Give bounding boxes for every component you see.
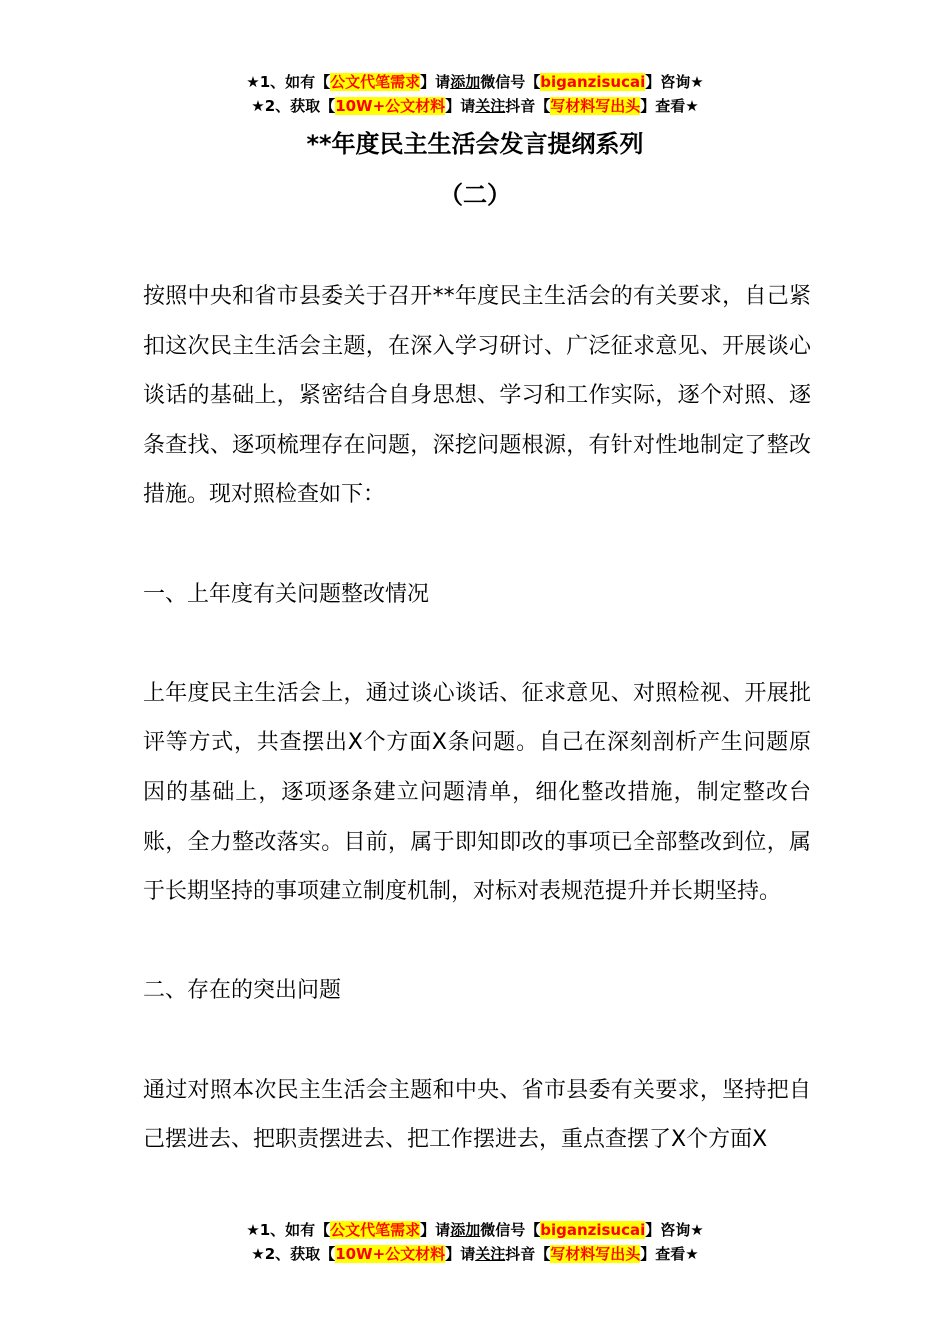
promo-line-1 bbox=[0, 1218, 950, 1242]
promo-text: 】请 bbox=[445, 1245, 476, 1263]
promo-text: ★1、如有【 bbox=[246, 73, 331, 91]
promo-text: 抖音【 bbox=[505, 97, 551, 115]
promo-highlight: biganzisucai bbox=[540, 73, 646, 91]
document-body bbox=[143, 272, 811, 1165]
promo-underline: 关注 bbox=[475, 97, 506, 115]
promo-text: 抖音【 bbox=[505, 1245, 551, 1263]
promo-text: ★2、获取【 bbox=[251, 1245, 336, 1263]
promo-highlight: 10W+公文材料 bbox=[335, 97, 446, 115]
promo-text: 微信号【 bbox=[480, 1221, 541, 1239]
promo-line-2 bbox=[0, 1242, 950, 1266]
promo-text: 】查看★ bbox=[640, 1245, 699, 1263]
promo-highlight: 10W+公文材料 bbox=[335, 1245, 446, 1263]
promo-line-2 bbox=[0, 94, 950, 118]
promo-underline: 添加 bbox=[450, 73, 481, 91]
promo-underline: 关注 bbox=[475, 1245, 506, 1263]
promo-line-1 bbox=[0, 70, 950, 94]
promo-underline: 添加 bbox=[450, 1221, 481, 1239]
document-title: **年度民主生活会发言提纲系列 bbox=[306, 130, 644, 158]
section-heading-1: 一、上年度有关问题整改情况 bbox=[143, 581, 430, 607]
promo-highlight: 写材料写出头 bbox=[550, 97, 641, 115]
section-1-paragraph: 上年度民主生活会上，通过谈心谈话、征求意见、对照检视、开展批评等方式，共查摆出X个方面X条问题。自己在深刻剖析产生问题原因的基础上，逐项逐条建立问题清单，细化整改措施，制定整改台账，全力整改落实。目前，属于即知即改的事项已全部整改到位，属于长期坚持的事项建立制度机制，对标对表规范提升并长期坚持。 bbox=[143, 680, 811, 905]
header-promo-banner bbox=[0, 70, 950, 118]
promo-text: 】请 bbox=[420, 1221, 451, 1239]
promo-text: 微信号【 bbox=[480, 73, 541, 91]
intro-paragraph: 按照中央和省市县委关于召开**年度民主生活会的有关要求，自己紧扣这次民主生活会主题，在深入学习研讨、广泛征求意见、开展谈心谈话的基础上，紧密结合自身思想、学习和工作实际，逐个对照、逐条查找、逐项梳理存在问题，深挖问题根源，有针对性地制定了整改措施。现对照检查如下： bbox=[143, 284, 811, 508]
promo-text: 】请 bbox=[420, 73, 451, 91]
promo-highlight: 写材料写出头 bbox=[550, 1245, 641, 1263]
promo-highlight: biganzisucai bbox=[540, 1221, 646, 1239]
section-heading-2: 二、存在的突出问题 bbox=[143, 978, 342, 1004]
promo-text: 】咨询★ bbox=[645, 1221, 704, 1239]
promo-text: 】咨询★ bbox=[645, 73, 704, 91]
promo-highlight: 公文代笔需求 bbox=[330, 1221, 421, 1239]
promo-text: 】请 bbox=[445, 97, 476, 115]
promo-highlight: 公文代笔需求 bbox=[330, 73, 421, 91]
section-2-paragraph: 通过对照本次民主生活会主题和中央、省市县委有关要求，坚持把自己摆进去、把职责摆进去、把工作摆进去，重点查摆了X个方面X bbox=[143, 1077, 811, 1153]
document-subtitle: （二） bbox=[439, 181, 511, 209]
promo-text: 】查看★ bbox=[640, 97, 699, 115]
promo-text: ★1、如有【 bbox=[246, 1221, 331, 1239]
footer-promo-banner bbox=[0, 1218, 950, 1266]
promo-text: ★2、获取【 bbox=[251, 97, 336, 115]
